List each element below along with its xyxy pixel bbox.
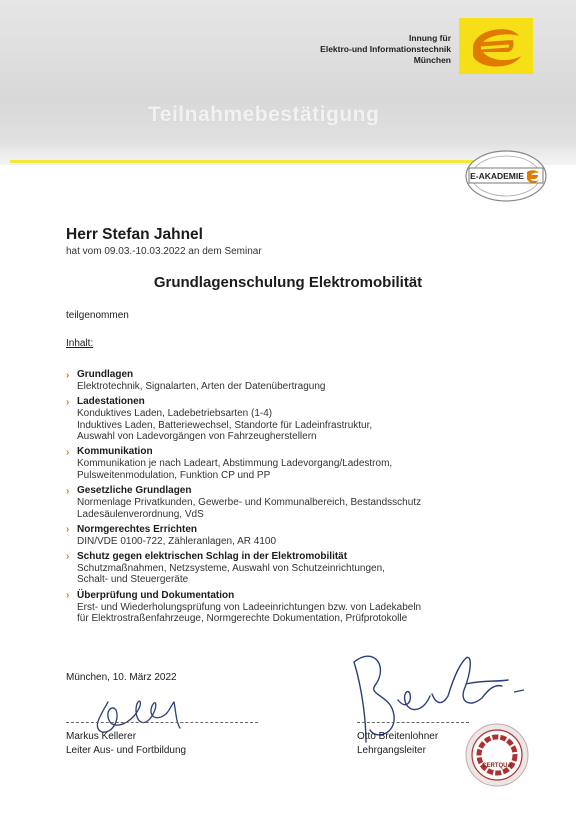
- topic-item: [66, 590, 466, 625]
- organization-line: Elektro-und Informationstechnik: [320, 44, 451, 54]
- signatory-left-role: Leiter Aus- und Fortbildung: [66, 745, 187, 756]
- topic-title: Grundlagen: [77, 369, 134, 380]
- topic-item: [66, 446, 466, 481]
- topic-description: Pulsweitenmodulation, Funktion CP und PP: [77, 469, 271, 481]
- chevron-right-icon: ›: [66, 590, 70, 602]
- e-akademie-seal: [463, 148, 549, 209]
- topic-list: [66, 369, 466, 628]
- signature-left-icon: [80, 676, 200, 738]
- topic-item: [66, 524, 466, 548]
- topic-description: Ladesäulenverordnung, VdS: [77, 508, 204, 520]
- chevron-right-icon: ›: [66, 396, 70, 408]
- topic-heading: [66, 590, 466, 602]
- topic-heading: [66, 396, 466, 408]
- certqua-seal-icon: [464, 722, 530, 788]
- signatory-right-name: Otto Breitenlohner: [357, 731, 439, 742]
- place-and-date: München, 10. März 2022: [66, 672, 177, 683]
- seminar-title: Grundlagenschulung Elektromobilität: [153, 274, 423, 291]
- chevron-right-icon: ›: [66, 369, 70, 381]
- topic-heading: [66, 524, 466, 536]
- header-accent-line: [10, 160, 480, 163]
- e-akademie-seal-text: E-AKADEMIE: [470, 171, 524, 181]
- topic-heading: [66, 551, 466, 563]
- topic-description: Elektrotechnik, Signalarten, Arten der Datenübertragung: [77, 381, 326, 392]
- signatory-right-role: Lehrgangsleiter: [357, 745, 426, 756]
- attendance-date-line: hat vom 09.03.-10.03.2022 an dem Seminar: [66, 246, 262, 257]
- topic-description: Schalt- und Steuergeräte: [77, 574, 189, 586]
- document-type-watermark: Teilnahmebestätigung: [148, 103, 380, 126]
- chevron-right-icon: ›: [66, 446, 70, 458]
- topic-heading: [66, 369, 466, 381]
- chevron-right-icon: ›: [66, 485, 70, 497]
- topic-description: Induktives Laden, Batteriewechsel, Standorte für Ladeinfrastruktur,: [77, 419, 373, 431]
- certqua-seal: [464, 722, 530, 793]
- organization-line: Innung für: [408, 33, 451, 43]
- topic-description: Kommunikation je nach Ladeart, Abstimmung Ladevorgang/Ladestrom,: [77, 458, 393, 470]
- topic-title: Kommunikation: [77, 446, 153, 458]
- topic-description: für Elektrostraßenfahrzeuge, Normgerechte Dokumentation, Prüfprotokolle: [77, 613, 408, 625]
- topic-title: Gesetzliche Grundlagen: [77, 485, 192, 497]
- topic-title: Schutz gegen elektrischen Schlag in der Elektromobilität: [77, 550, 348, 562]
- topic-item: [66, 485, 466, 520]
- topic-title: Ladestationen: [77, 396, 145, 408]
- e-akademie-seal-icon: [463, 148, 549, 204]
- topic-heading: [66, 485, 466, 497]
- contents-label: Inhalt:: [66, 338, 94, 349]
- participation-text: teilgenommen: [66, 310, 129, 321]
- signature-line-right: [357, 722, 469, 723]
- signature-line-left: [66, 722, 258, 723]
- topic-description: Schutzmaßnahmen, Netzsysteme, Auswahl von Schutzeinrichtungen,: [77, 562, 385, 574]
- chevron-right-icon: ›: [66, 551, 70, 563]
- topic-description: Erst- und Wiederholungsprüfung von Ladeeinrichtungen bzw. von Ladekabeln: [77, 601, 422, 613]
- topic-item: [66, 551, 466, 586]
- e-logo-icon: [459, 18, 533, 74]
- topic-title: Normgerechtes Errichten: [77, 523, 198, 535]
- organization-name: [320, 33, 451, 66]
- innung-e-logo: [459, 18, 533, 74]
- topic-item: [66, 396, 466, 443]
- topic-description: Normenlage Privatkunden, Gewerbe- und Kommunalbereich, Bestandsschutz: [77, 497, 422, 509]
- organization-line: München: [413, 55, 451, 65]
- topic-item: [66, 369, 466, 393]
- topic-title: Überprüfung und Dokumentation: [77, 589, 235, 601]
- topic-heading: [66, 446, 466, 458]
- certqua-seal-text: CERTQUA: [482, 763, 512, 769]
- topic-description: Konduktives Laden, Ladebetriebsarten (1-4): [77, 408, 273, 420]
- chevron-right-icon: ›: [66, 524, 70, 536]
- topic-description: Auswahl von Ladevorgängen von Fahrzeugherstellern: [77, 431, 317, 443]
- signatory-left-name: Markus Kellerer: [66, 731, 137, 742]
- topic-description: DIN/VDE 0100-722, Zähleranlagen, AR 4100: [77, 535, 277, 547]
- recipient-name: Herr Stefan Jahnel: [66, 226, 203, 243]
